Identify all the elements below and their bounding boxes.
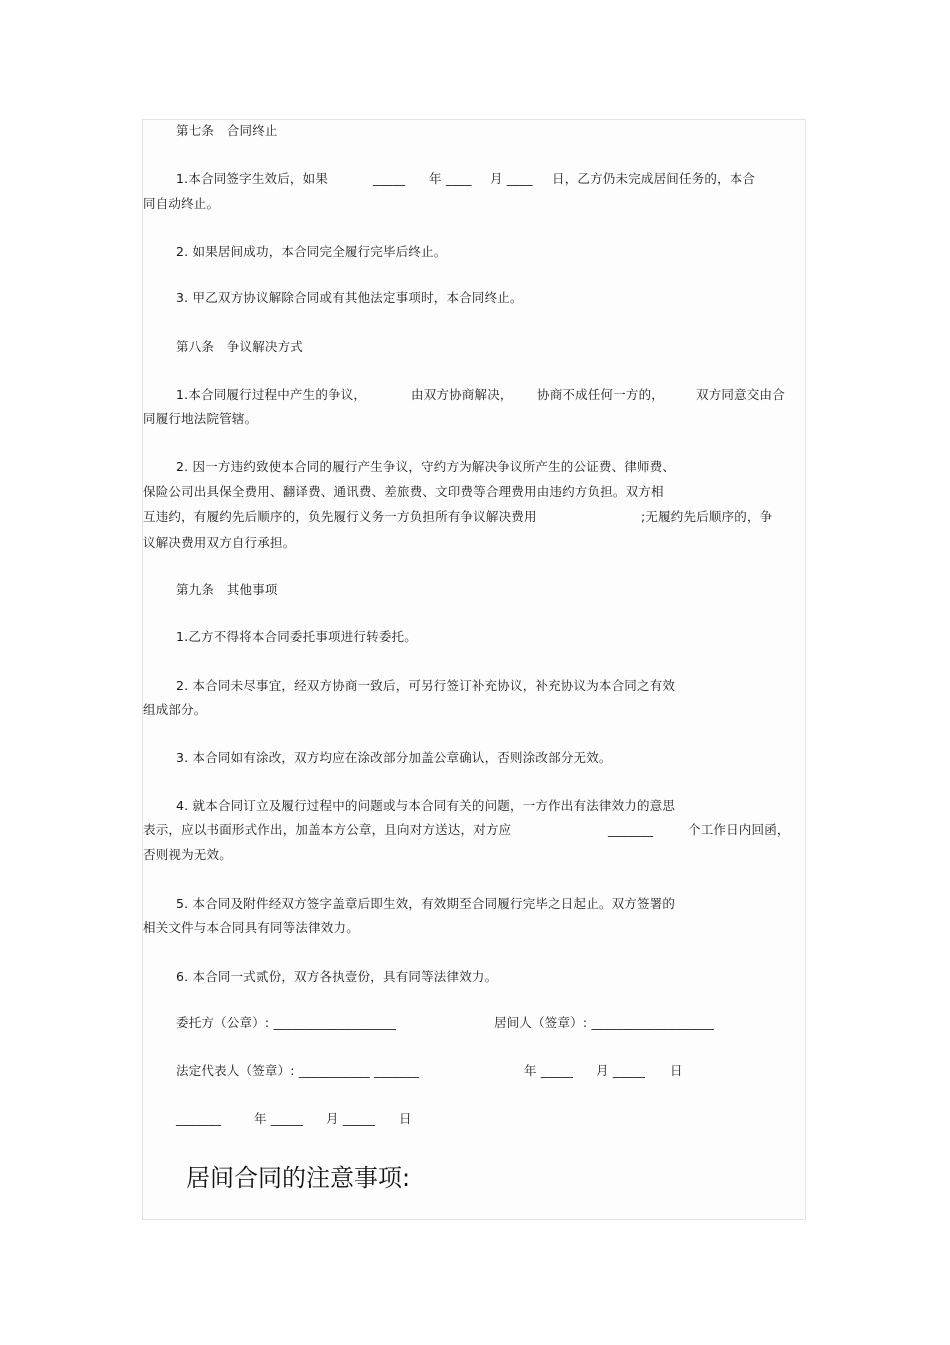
article8-item1-part4: 双方同意交由合 [696,387,785,402]
article8-item2-line1: 2. 因一方违约致使本合同的履行产生争议，守约方为解决争议所产生的公证费、律师费、 [176,459,676,474]
article8-item2-line3b: ;无履约先后顺序的，争 [641,509,773,524]
article9-item2-line2: 组成部分。 [143,702,207,717]
article9-item4-line2: 表示，应以书面形式作出，加盖本方公章，且向对方送达，对方应 [143,822,512,837]
article9-item4-line2b: 个工作日内回函， [688,822,790,837]
article7-item1-part1: 1.本合同签字生效后，如果 [176,171,329,186]
article7-item1-part2: 日，乙方仍未完成居间任务的，本合 [552,171,756,186]
article8-item1-part3: 协商不成任何一方的， [537,387,665,402]
date1-month: 月 _____ [596,1063,646,1078]
article9-item1: 1.乙方不得将本合同委托事项进行转委托。 [176,629,417,644]
article8-item1-part5: 同履行地法院管辖。 [143,411,258,426]
article9-item2-line1: 2. 本合同未尽事宜，经双方协商一致后，可另行签订补充协议，补充协议为本合同之有效 [176,678,676,693]
article7-item1-part3: 同自动终止。 [143,196,220,211]
date2-day: 日 [399,1111,412,1126]
article8-item2-line2: 保险公司出具保全费用、翻译费、通讯费、差旅费、文印费等合理费用由违约方负担。双方相 [143,484,664,499]
article9-item3: 3. 本合同如有涂改，双方均应在涂改部分加盖公章确认，否则涂改部分无效。 [176,750,612,765]
client-signature-line: 委托方（公章）: ___________________ [176,1015,397,1030]
article7-item2: 2. 如果居间成功，本合同完全履行完毕后终止。 [176,244,447,259]
article9-item5-line2: 相关文件与本合同具有同等法律效力。 [143,920,359,935]
article9-heading: 第九条 其他事项 [176,582,278,597]
article7-item1-year: 年 ____ [429,171,472,186]
legal-rep-signature-line: 法定代表人（签章）: ___________ _______ [176,1063,420,1078]
article9-item6: 6. 本合同一式贰份，双方各执壹份，具有同等法律效力。 [176,969,498,984]
article7-heading: 第七条 合同终止 [176,123,278,138]
broker-signature-line: 居间人（签章）: ___________________ [494,1015,715,1030]
article8-heading: 第八条 争议解决方式 [176,339,304,354]
article9-item5-line1: 5. 本合同及附件经双方签字盖章后即生效，有效期至合同履行完毕之日起止。双方签署的 [176,896,676,911]
article8-item2-line3: 互违约，有履约先后顺序的，负先履行义务一方负担所有争议解决费用 [143,509,537,524]
notes-heading: 居间合同的注意事项: [186,1164,411,1192]
article8-item1-part2: 由双方协商解决， [411,387,513,402]
date1-year: 年 _____ [524,1063,574,1078]
date2-month: 月 _____ [326,1111,376,1126]
date2-year: 年 _____ [254,1111,304,1126]
article9-item4-blank: _______ [608,822,654,837]
article7-item3: 3. 甲乙双方协议解除合同或有其他法定事项时，本合同终止。 [176,290,523,305]
page-frame [142,119,806,1220]
article8-item2-line4: 议解决费用双方自行承担。 [143,535,296,550]
article9-item4-line1: 4. 就本合同订立及履行过程中的问题或与本合同有关的问题，一方作出有法律效力的意思 [176,798,676,813]
article8-item1-part1: 1.本合同履行过程中产生的争议， [176,387,367,402]
article7-item1-month: 月 ____ [490,171,533,186]
article7-item1-blank: _____ [373,171,406,186]
date1-day: 日 [670,1063,683,1078]
date2-blank: _______ [176,1111,222,1126]
article9-item4-line3: 否则视为无效。 [143,847,232,862]
